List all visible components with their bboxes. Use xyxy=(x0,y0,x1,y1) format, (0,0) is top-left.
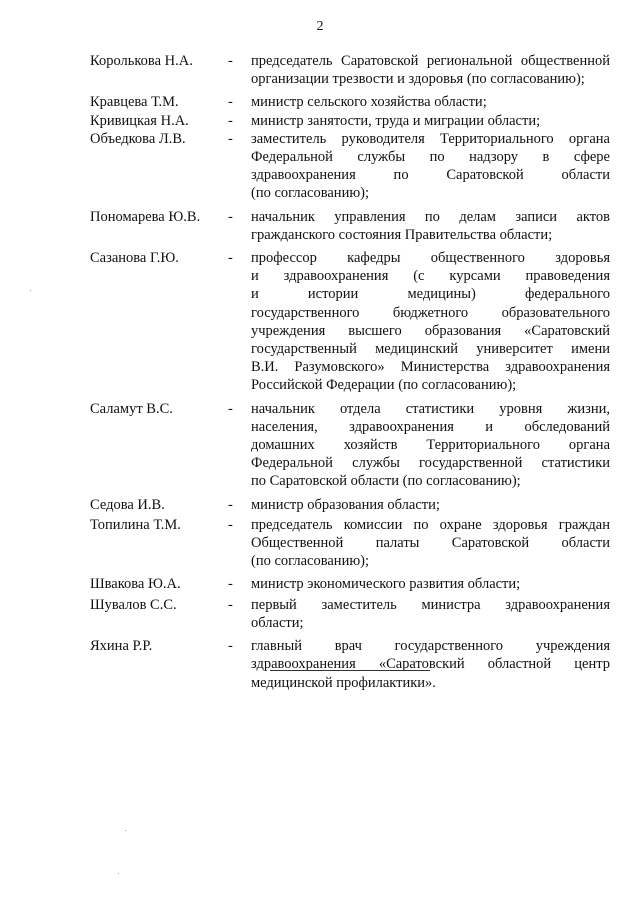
member-role-line: первый заместитель министра здравоохранения xyxy=(251,596,610,613)
member-name: Кривицкая Н.А. xyxy=(90,112,189,129)
member-role-line: В.И. Разумовского» Министерства здравоохранения xyxy=(251,359,610,376)
member-name: Саламут В.С. xyxy=(90,400,173,417)
member-role xyxy=(251,516,610,571)
member-dash: - xyxy=(228,596,233,613)
member-role-line: министр занятости, труда и миграции области; xyxy=(251,112,541,129)
member-role-line: начальник отдела статистики уровня жизни, xyxy=(251,400,610,417)
page-number: 2 xyxy=(316,19,324,34)
member-role-line: организации трезвости и здоровья (по согласованию); xyxy=(251,71,585,88)
member-role-line: и здравоохранения (с курсами правоведения xyxy=(251,268,610,285)
member-row xyxy=(90,130,610,203)
member-role-line: главный врач государственного учреждения xyxy=(251,638,610,655)
member-role-line: гражданского состояния Правительства области; xyxy=(251,226,553,243)
member-role-line: и истории медицины) федерального xyxy=(251,286,610,303)
member-row xyxy=(90,249,610,395)
member-name: Седова И.В. xyxy=(90,496,165,513)
member-role-line: Федеральной службы по надзору в сфере xyxy=(251,149,610,166)
member-row xyxy=(90,52,610,88)
member-role-line: области; xyxy=(251,614,304,631)
member-role-line: здравоохранения по Саратовской области xyxy=(251,167,610,184)
member-role-line: министр образования области; xyxy=(251,496,440,513)
member-dash: - xyxy=(228,53,233,69)
member-role xyxy=(251,112,610,130)
member-role xyxy=(251,52,610,88)
member-role xyxy=(251,93,610,111)
member-dash: - xyxy=(228,496,233,513)
member-role-line: министр сельского хозяйства области; xyxy=(251,94,487,111)
member-role-line: начальник управления по делам записи актов xyxy=(251,208,610,225)
member-role-line: здравоохранения «Саратовский областной центр xyxy=(251,656,610,673)
member-dash: - xyxy=(228,250,233,267)
scan-speck xyxy=(118,873,119,874)
member-name: Топилина Т.М. xyxy=(90,516,181,533)
member-role xyxy=(251,249,610,395)
member-dash: - xyxy=(228,638,233,655)
member-dash: - xyxy=(228,400,233,417)
member-role xyxy=(251,400,610,491)
member-role-line: по Саратовской области (по согласованию); xyxy=(251,473,521,490)
member-dash: - xyxy=(228,112,233,129)
member-dash: - xyxy=(228,130,233,147)
member-role-line: государственный медицинский университет имени xyxy=(251,341,610,358)
member-role xyxy=(251,130,610,203)
member-name: Сазанова Г.Ю. xyxy=(90,250,179,267)
member-row xyxy=(90,496,610,514)
member-dash: - xyxy=(228,94,233,111)
member-role xyxy=(251,575,610,593)
member-row xyxy=(90,637,610,692)
member-dash: - xyxy=(228,576,233,593)
member-role-line: населения, здравоохранения и обследований xyxy=(251,418,610,435)
member-role-line: председатель комиссии по охране здоровья граждан xyxy=(251,516,610,533)
member-name: Королькова Н.А. xyxy=(90,53,193,69)
member-role-line: медицинской профилактики». xyxy=(251,674,436,691)
member-row xyxy=(90,93,610,111)
member-list xyxy=(90,52,610,692)
member-role-line: учреждения высшего образования «Саратовский xyxy=(251,322,610,339)
member-dash: - xyxy=(228,516,233,533)
member-name: Пономарева Ю.В. xyxy=(90,208,201,225)
member-role-line: (по согласованию); xyxy=(251,185,370,202)
member-row xyxy=(90,596,610,632)
member-role-line: домашних хозяйств Территориального органа xyxy=(251,437,610,454)
member-row xyxy=(90,575,610,593)
member-row xyxy=(90,208,610,244)
member-role-line: Федеральной службы государственной статистики xyxy=(251,455,610,472)
member-name: Швакова Ю.А. xyxy=(90,576,181,593)
member-name: Шувалов С.С. xyxy=(90,596,177,613)
member-role-line: профессор кафедры общественного здоровья xyxy=(251,250,610,267)
member-dash: - xyxy=(228,208,233,225)
member-role xyxy=(251,496,610,514)
member-row xyxy=(90,516,610,571)
member-name: Яхина Р.Р. xyxy=(90,638,153,655)
member-role-line: (по согласованию); xyxy=(251,553,370,570)
member-role-line: Общественной палаты Саратовской области xyxy=(251,535,610,552)
member-role-line: заместитель руководителя Территориального органа xyxy=(251,130,610,147)
member-name: Кравцева Т.М. xyxy=(90,94,179,111)
member-role-line: министр экономического развития области; xyxy=(251,576,521,593)
member-role xyxy=(251,208,610,244)
member-name: Объедкова Л.В. xyxy=(90,130,186,147)
member-role-line: председатель Саратовской региональной общественной xyxy=(251,53,610,69)
end-rule xyxy=(270,670,430,671)
member-row xyxy=(90,112,610,130)
member-row xyxy=(90,400,610,491)
member-role xyxy=(251,596,610,632)
member-role xyxy=(251,637,610,692)
member-role-line: государственного бюджетного образовательного xyxy=(251,304,610,321)
scan-speck xyxy=(30,290,31,291)
member-role-line: Российской Федерации (по согласованию); xyxy=(251,377,517,394)
scan-speck xyxy=(125,830,126,831)
